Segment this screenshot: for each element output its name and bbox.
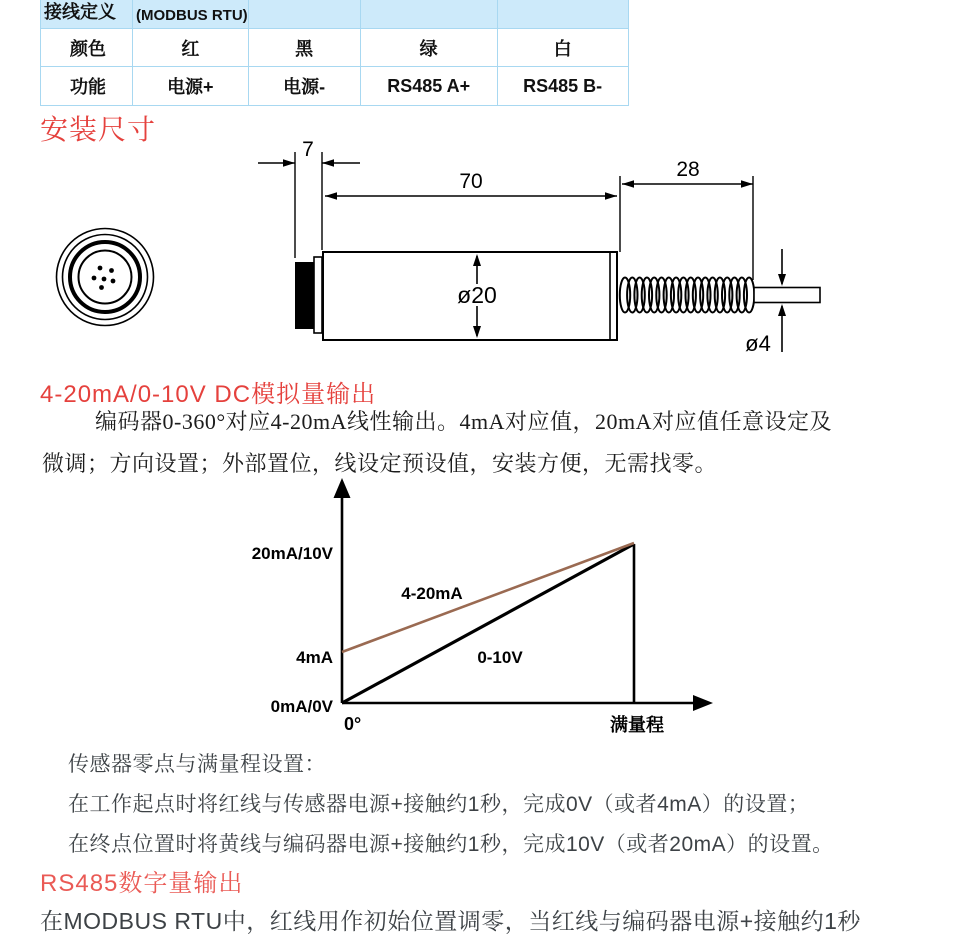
x-tick-full-scale: 满量程 [610, 715, 664, 735]
spring-coil [620, 278, 755, 313]
section-title-analog-output: 4-20mA/0-10V DC模拟量输出 [40, 381, 377, 408]
rs485-paragraph-line1: 在MODBUS RTU中，红线用作初始位置调零，当红线与编码器电源+接触约1秒 [40, 908, 861, 934]
series-line-4-20mA [342, 543, 634, 652]
dim-label-connector-length: 7 [302, 138, 314, 161]
settings-line-fullscale: 在终点位置时将黄线与编码器电源+接触约1秒，完成10V（或者20mA）的设置。 [68, 833, 834, 856]
table-title-cell: 接线定义 [41, 0, 133, 29]
series-label-4-20mA: 4-20mA [401, 584, 463, 603]
row-label: 功能 [41, 67, 133, 106]
func-cell-rs485a: RS485 A+ [360, 67, 497, 106]
color-cell-red: 红 [133, 29, 249, 67]
section-title-mounting: 安装尺寸 [40, 114, 157, 145]
dim-label-body-diameter: ø20 [457, 282, 497, 308]
dimension-7 [258, 152, 360, 258]
analog-output-chart [0, 470, 960, 740]
series-line-0-10V [342, 544, 634, 703]
mounting-dimensions-drawing [0, 135, 960, 370]
row-label: 颜色 [41, 29, 133, 67]
section-title-rs485-output: RS485数字量输出 [40, 870, 244, 897]
table-header-cell-empty [497, 0, 628, 29]
table-header-cell-empty [360, 0, 497, 29]
table-header-cell-empty [248, 0, 360, 29]
dim-label-spring-length: 28 [676, 158, 700, 181]
y-tick-4mA: 4mA [296, 648, 333, 667]
series-label-0-10V: 0-10V [477, 648, 523, 667]
x-tick-zero-deg: 0° [344, 714, 362, 734]
color-cell-white: 白 [497, 29, 628, 67]
wiring-table [40, 0, 629, 106]
encoder-side-view [295, 252, 820, 340]
y-axis-arrow [334, 478, 351, 498]
dim-label-body-length: 70 [459, 170, 483, 193]
table-row-color [41, 29, 629, 67]
y-tick-20mA-10V: 20mA/10V [251, 544, 333, 563]
settings-line-zero: 在工作起点时将红线与传感器电源+接触约1秒，完成0V（或者4mA）的设置； [68, 793, 810, 816]
func-cell-rs485b: RS485 B- [497, 67, 628, 106]
func-cell-power-minus: 电源- [248, 67, 360, 106]
chart-axes [342, 489, 700, 703]
func-cell-power-plus: 电源+ [133, 67, 249, 106]
settings-title: 传感器零点与满量程设置： [68, 753, 326, 776]
table-row-function [41, 67, 629, 106]
table-protocol-cell: (MODBUS RTU) [133, 0, 249, 29]
table-header-row [41, 0, 629, 29]
color-cell-black: 黑 [248, 29, 360, 67]
color-cell-green: 绿 [360, 29, 497, 67]
y-tick-0mA-0V: 0mA/0V [270, 697, 333, 716]
dimension-28 [622, 176, 753, 280]
x-axis-arrow [693, 695, 713, 711]
analog-paragraph-line1: 编码器0-360°对应4-20mA线性输出。4mA对应值，20mA对应值任意设定及 [95, 409, 832, 434]
connector-front-view [57, 229, 154, 326]
dim-label-cable-diameter: ø4 [745, 331, 771, 356]
analog-paragraph-line2: 微调；方向设置；外部置位，线设定预设值，安装方便，无需找零。 [42, 451, 718, 476]
